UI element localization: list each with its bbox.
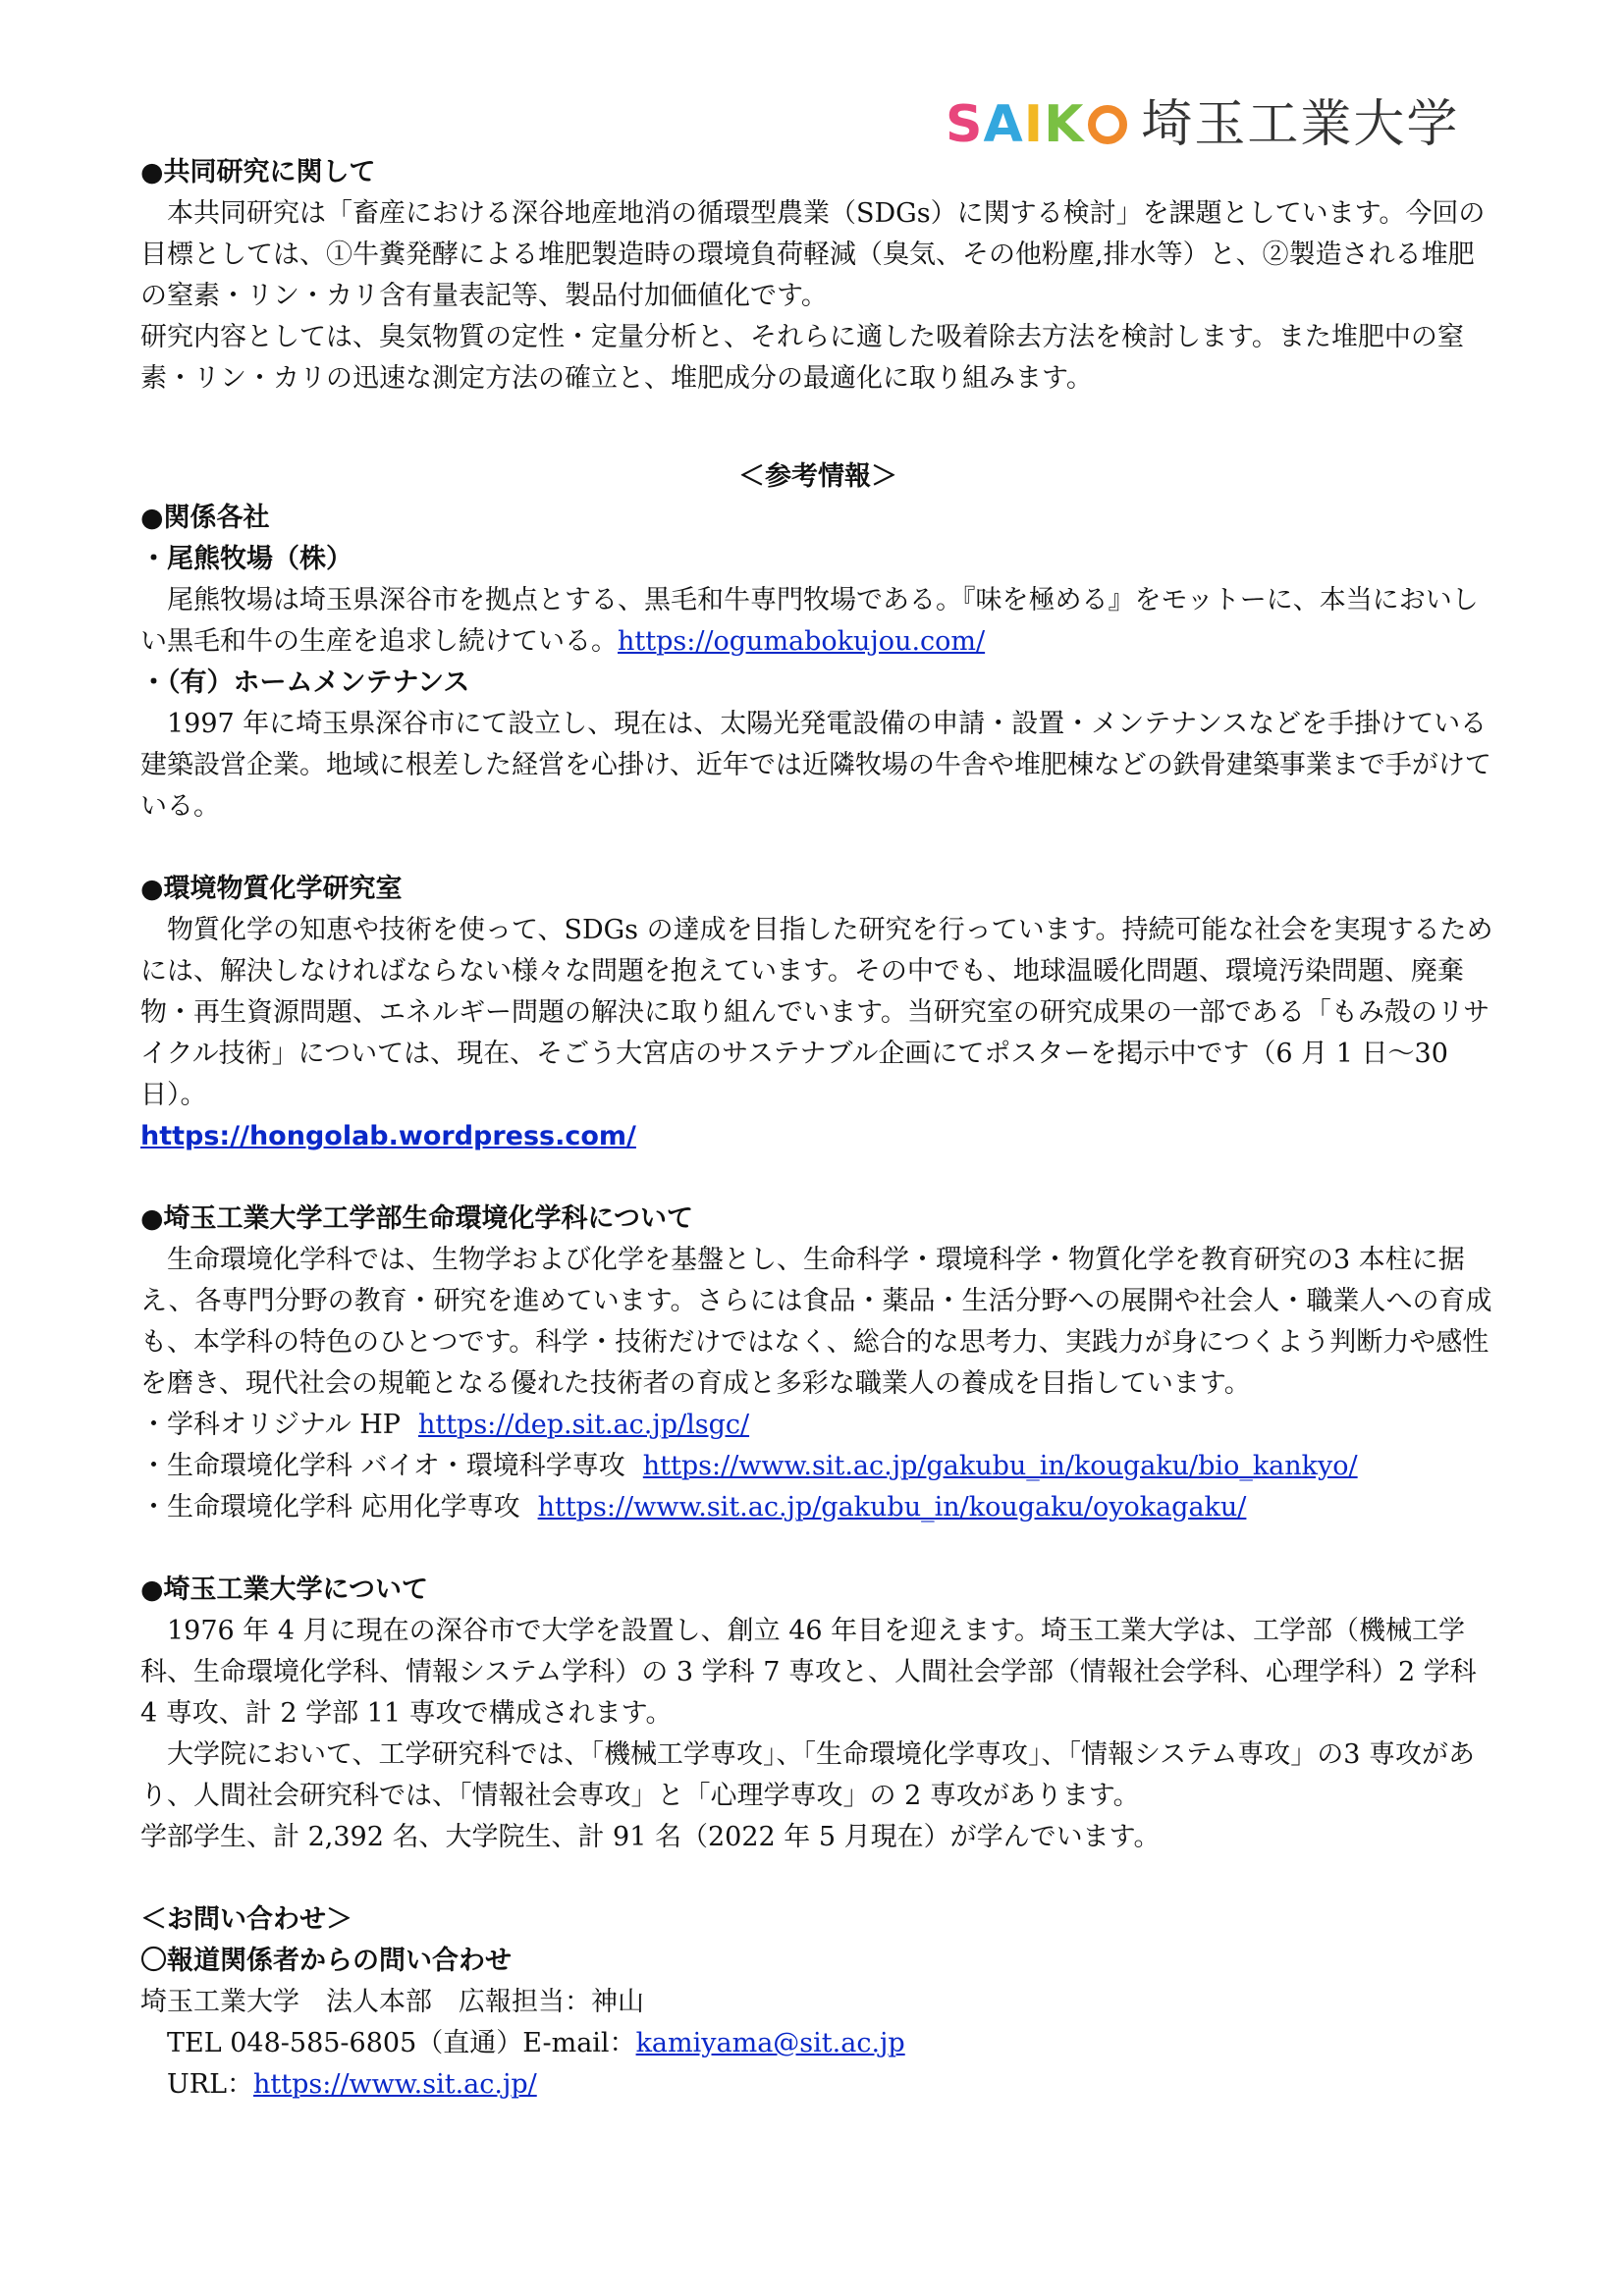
company-oguma-link[interactable]: https://ogumabokujou.com/ xyxy=(618,626,986,657)
contact-url-link[interactable]: https://www.sit.ac.jp/ xyxy=(253,2069,537,2100)
joint-research-paragraph-1: 本共同研究は「畜産における深谷地産地消の循環型農業（SDGs）に関する検討」を課題としています。今回の目標としては、①牛糞発酵による堆肥製造時の環境負荷軽減（臭気、その他粉塵,排水等）と、②製造される堆肥の窒素・リン・カリ含有量表記等、製品付加価値化です。 xyxy=(140,198,1486,311)
companies-heading: ●関係各社 xyxy=(140,503,270,533)
department-link-2[interactable]: https://www.sit.ac.jp/gakubu_in/kougaku/bio_kankyo/ xyxy=(642,1451,1358,1481)
contact-email-link[interactable]: kamiyama@sit.ac.jp xyxy=(635,2028,905,2058)
contact-title: ＜お問い合わせ＞ xyxy=(140,1904,352,1935)
university-heading: ●埼玉工業大学について xyxy=(140,1575,429,1605)
contact-tel-email xyxy=(140,2023,1495,2064)
contact-url-line xyxy=(140,2064,1495,2106)
contact-heading: 〇報道関係者からの問い合わせ xyxy=(140,1946,512,1976)
reference-info-title: ＜参考情報＞ xyxy=(738,461,897,492)
logo-letter-i: I xyxy=(1023,95,1045,154)
department-link-label-3: ・生命環境化学科 応用化学専攻 xyxy=(140,1492,520,1522)
university-paragraph-1: 1976 年 4 月に現在の深谷市で大学を設置し、創立 46 年目を迎えます。埼玉工業大学は、工学部（機械工学科、生命環境化学科、情報システム学科）の 3 学科 7 専攻と、人間社会学部（情報社会学科、心理学科）2 学科 4 専攻、計 2 学部 11 専攻で構成されます。 xyxy=(140,1616,1477,1729)
logo-letter-s: S xyxy=(946,95,984,154)
company-home-maintenance-name: ・（有）ホームメンテナンス xyxy=(140,667,470,698)
lab-heading: ●環境物質化学研究室 xyxy=(140,874,403,904)
logo-ring-icon xyxy=(1088,105,1127,144)
lab-description: 物質化学の知恵や技術を使って、SDGs の達成を目指した研究を行っています。持続可能な社会を実現するためには、解決しなければならない様々な問題を抱えています。その中でも、地球温暖化問題、環境汚染問題、廃棄物・再生資源問題、エネルギー問題の解決に取り組んでいます。当研究室の研究成果の一部である「もみ殻のリサイクル技術」については、現在、そごう大宮店のサステナブル企画にてポスターを掲示中です（6 月 1 日～30 日）。 xyxy=(140,915,1493,1110)
lab-link[interactable]: https://hongolab.wordpress.com/ xyxy=(140,1121,636,1151)
company-oguma-name: ・尾熊牧場（株） xyxy=(140,544,352,574)
department-link-row-3 xyxy=(140,1487,1495,1528)
department-link-3[interactable]: https://www.sit.ac.jp/gakubu_in/kougaku/oyokagaku/ xyxy=(537,1492,1247,1522)
contact-tel-label: TEL 048-585-6805（直通）E-mail： xyxy=(167,2028,636,2058)
joint-research-heading: ●共同研究に関して xyxy=(140,157,376,187)
department-link-row-2 xyxy=(140,1446,1495,1487)
company-home-maintenance-description: 1997 年に埼玉県深谷市にて設立し、現在は、太陽光発電設備の申請・設置・メンテナンスなどを手掛けている建築設営企業。地域に根差した経営を心掛け、近年では近隣牧場の牛舎や堆肥棟などの鉄骨建築事業まで手がけている。 xyxy=(140,709,1491,822)
university-logo xyxy=(946,90,1476,159)
university-paragraph-3: 学部学生、計 2,392 名、大学院生、計 91 名（2022 年 5 月現在）が学んでいます。 xyxy=(140,1822,1161,1852)
department-link-label-1: ・学科オリジナル HP xyxy=(140,1410,401,1440)
document-body xyxy=(140,152,1495,2106)
department-link-row-1 xyxy=(140,1405,1495,1446)
logo-letter-a: A xyxy=(983,95,1024,154)
saiko-logo-mark xyxy=(946,95,1127,154)
contact-office: 埼玉工業大学 法人本部 広報担当：神山 xyxy=(140,1987,644,2017)
department-link-label-2: ・生命環境化学科 バイオ・環境科学専攻 xyxy=(140,1451,625,1481)
logo-letter-k: K xyxy=(1044,95,1085,154)
university-paragraph-2: 大学院において、工学研究科では、「機械工学専攻」、「生命環境化学専攻」、「情報システム専攻」の3 専攻があり、人間社会研究科では、「情報社会専攻」と「心理学専攻」の 2 専攻があります。 xyxy=(140,1739,1476,1811)
contact-url-label: URL： xyxy=(167,2069,254,2100)
department-link-1[interactable]: https://dep.sit.ac.jp/lsgc/ xyxy=(417,1410,750,1440)
department-heading: ●埼玉工業大学工学部生命環境化学科について xyxy=(140,1203,694,1234)
logo-university-name: 埼玉工業大学 xyxy=(1141,95,1460,154)
company-oguma-description xyxy=(140,580,1495,663)
company-oguma-text: 尾熊牧場は埼玉県深谷市を拠点とする、黒毛和牛専門牧場である。『味を極める』をモットーに、本当においしい黒毛和牛の生産を追求し続けている。 xyxy=(140,585,1479,657)
joint-research-paragraph-2: 研究内容としては、臭気物質の定性・定量分析と、それらに適した吸着除去方法を検討します。また堆肥中の窒素・リン・カリの迅速な測定方法の確立と、堆肥成分の最適化に取り組みます。 xyxy=(140,322,1464,394)
department-description: 生命環境化学科では、生物学および化学を基盤とし、生命科学・環境科学・物質化学を教育研究の3 本柱に据え、各専門分野の教育・研究を進めています。さらには食品・薬品・生活分野への展開や社会人・職業人への育成も、本学科の特色のひとつです。科学・技術だけではなく、総合的な思考力、実践力が身につくよう判断力や感性を磨き、現代社会の規範となる優れた技術者の育成と多彩な職業人の養成を目指しています。 xyxy=(140,1245,1492,1399)
